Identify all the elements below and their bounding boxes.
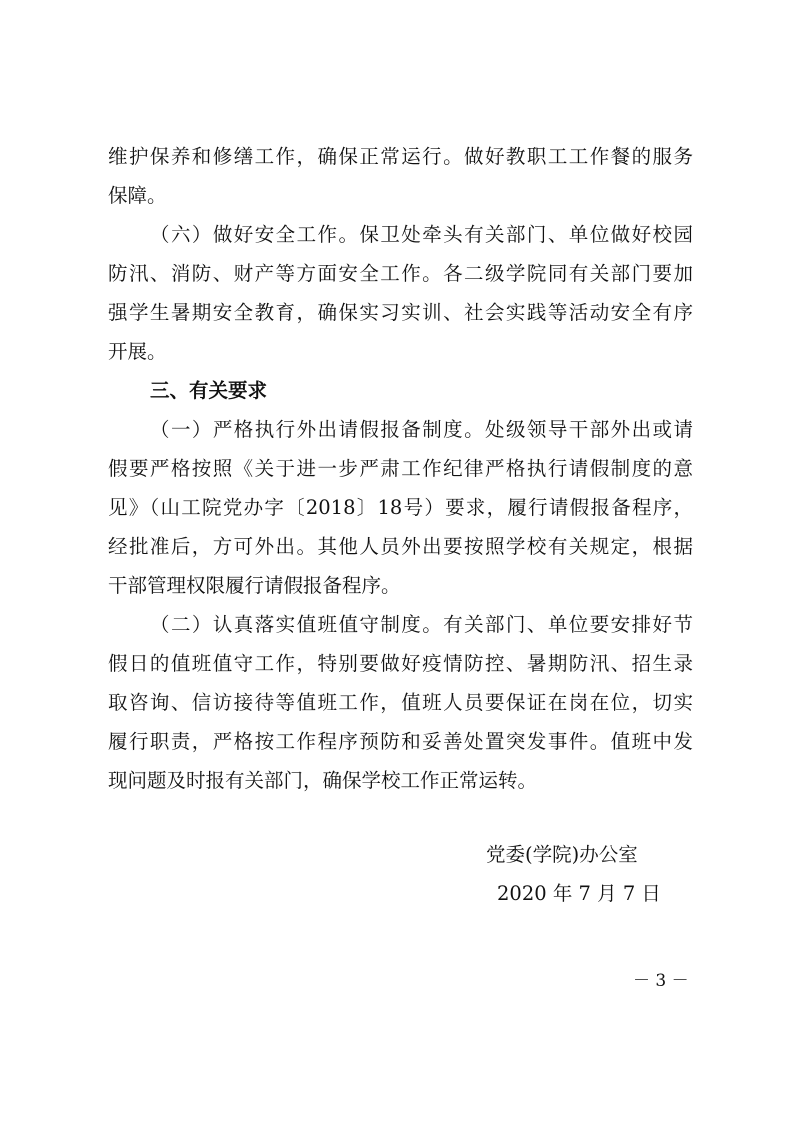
paragraph-line: 履行职责，严格按工作程序预防和妥善处置突发事件。值班中发 <box>108 730 693 753</box>
section-heading: 三、有关要求 <box>150 379 268 402</box>
paragraph-line: 强学生暑期安全教育，确保实习实训、社会实践等活动安全有序 <box>108 301 693 324</box>
paragraph-line: 见》（山工院党办字〔2018〕18号）要求，履行请假报备程序， <box>108 496 693 519</box>
paragraph-line: 取咨询、信访接待等值班工作，值班人员要保证在岗在位，切实 <box>108 691 693 714</box>
paragraph-line: 干部管理权限履行请假报备程序。 <box>108 574 401 597</box>
paragraph-line: 经批准后，方可外出。其他人员外出要按照学校有关规定，根据 <box>108 535 693 558</box>
paragraph-line: （二）认真落实值班值守制度。有关部门、单位要安排好节 <box>150 613 693 636</box>
paragraph-line: 现问题及时报有关部门，确保学校工作正常运转。 <box>108 769 538 792</box>
paragraph-line: 保障。 <box>108 184 167 207</box>
paragraph-line: 假要严格按照《关于进一步严肃工作纪律严格执行请假制度的意 <box>108 457 693 480</box>
paragraph-line: 开展。 <box>108 340 167 363</box>
signature-office: 党委(学院)办公室 <box>486 843 638 866</box>
paragraph-line: 维护保养和修缮工作，确保正常运行。做好教职工工作餐的服务 <box>108 145 693 168</box>
paragraph-line: 防汛、消防、财产等方面安全工作。各二级学院同有关部门要加 <box>108 262 693 285</box>
paragraph-line: 假日的值班值守工作，特别要做好疫情防控、暑期防汛、招生录 <box>108 652 693 675</box>
page-number: － 3 － <box>633 971 689 991</box>
paragraph-line: （六）做好安全工作。保卫处牵头有关部门、单位做好校园 <box>150 223 693 246</box>
paragraph-line: （一）严格执行外出请假报备制度。处级领导干部外出或请 <box>150 418 693 441</box>
signature-date: 2020 年 7 月 7 日 <box>497 882 661 905</box>
